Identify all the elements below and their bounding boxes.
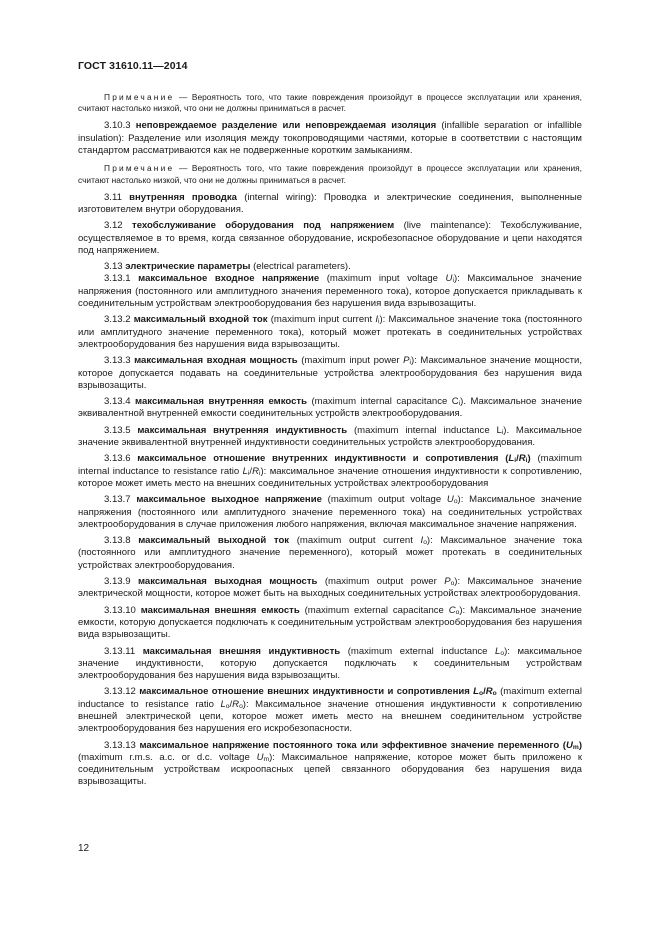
text-run: L — [220, 698, 226, 710]
text-run: i — [258, 469, 261, 477]
text-run: (maximum internal capacitance C — [306, 396, 459, 408]
text-run: ). Максимальное значение эквивалентной внутренней индуктивности соединительных устройств электрооборудования. — [78, 424, 582, 449]
text-run: i — [501, 428, 504, 436]
text-run: ): Максимальное значение электрической мощности, которое может быть на выходных соединительных устройствах электрооборудования. — [78, 576, 582, 600]
text-run: 3.10.3 — [104, 120, 136, 132]
text-run: (maximum internal inductance L — [347, 424, 502, 436]
text-run: / — [229, 698, 233, 710]
text-run: 3.13.3 — [104, 355, 135, 367]
text-run: — Вероятность того, что такие повреждения произойдут в процессе эксплуатации или хранения, считают настолько низкой, что они не должны приниматься в расчет. — [78, 92, 582, 114]
text-run: ): максимальное значение индуктивности, которую допускается подключать к соединительным устройствам электрооборудования без нарушения вида взрывозащиты. — [78, 645, 583, 682]
text-run: 3.13.8 — [104, 535, 139, 547]
text-run: 3.13.6 — [104, 453, 138, 465]
document-code-header: ГОСТ 31610.11—2014 — [78, 60, 188, 72]
text-run: ): максимальное значение отношения индуктивности к сопротивлению, которое может иметь место на внешних соединительных устройствах электрооборудования — [78, 465, 582, 489]
text-run: 3.13.1 — [104, 273, 139, 285]
text-run: i — [377, 318, 380, 326]
text-run: P — [403, 355, 410, 367]
text-run: (maximum external inductance to resistance ratio — [78, 686, 582, 710]
text-run: максимальное напряжение постоянного тока или эффективное значение переменного ( — [139, 739, 566, 751]
text-run: максимальная входная мощность — [134, 355, 298, 367]
text-run: техобслуживание оборудования под напряжением — [132, 220, 395, 232]
text-run: o — [423, 539, 427, 547]
text-run: R — [252, 465, 259, 477]
text-run: P — [444, 576, 451, 588]
definition-paragraph — [78, 425, 582, 450]
text-run: o — [239, 702, 243, 710]
note-paragraph — [78, 92, 582, 114]
text-run: (infallible separation or infallible insulation): Разделение или изоляция между токопроводящими частями, которые в соответствии с настоящим стандартом рассматриваются как не подверженные коротким замыканиям. — [78, 120, 582, 156]
text-run: 3.13.4 — [104, 396, 136, 408]
text-run: Примечание — [104, 92, 175, 102]
text-run: o — [500, 649, 505, 657]
text-run: / — [249, 465, 253, 477]
text-run: 3.13.13 — [104, 739, 140, 751]
text-run: ): Максимальное значение емкости, которую допускается подключать к соединительным устройствам электрооборудования без нарушения вида взрывозащиты. — [78, 604, 582, 641]
text-run: ): Максимальное значение напряжения (постоянного или амплитудного значения переменного тока), которое допускается прикладывать к соединительным устройствам электрооборудования без нарушения вида взрывозащиты. — [78, 273, 582, 310]
text-run: (maximum internal inductance to resistance ratio — [78, 453, 583, 477]
text-run: ): Максимальное значение тока (постоянного или амплитудного значение переменного), который может протекать в соединительных устройствах электрооборудования. — [78, 535, 583, 571]
definition-paragraph — [78, 220, 582, 257]
definition-paragraph — [78, 273, 582, 310]
text-run: i — [458, 400, 461, 408]
text-run: U — [565, 739, 573, 751]
text-run: (maximum output voltage — [321, 494, 447, 506]
definition-paragraph — [78, 535, 582, 572]
definition-paragraph — [78, 120, 582, 157]
text-run: максимальная внешняя индуктивность — [142, 645, 341, 657]
definition-paragraph — [78, 646, 582, 683]
text-run: U — [446, 494, 454, 506]
text-run: / — [516, 453, 519, 465]
definition-paragraph — [78, 494, 582, 531]
text-run: L — [242, 465, 248, 477]
text-run: максимальное отношение внешних индуктивности и сопротивления — [139, 686, 474, 698]
text-run: o — [479, 690, 484, 698]
text-run: i — [247, 469, 250, 477]
text-run: Примечание — [104, 163, 175, 174]
text-run: максимальное отношение внутренних индуктивности и сопротивления ( — [137, 453, 509, 465]
text-run: максимальная выходная мощность — [137, 576, 318, 588]
text-run: ): Максимальное значение мощности, которое допускается подавать на соединительные устройства электрооборудования без нарушения вида взрывозащиты. — [78, 355, 582, 391]
text-run: (maximum external capacitance — [299, 604, 449, 616]
text-run: m — [263, 755, 270, 763]
definition-paragraph — [78, 396, 582, 421]
text-run: (live maintenance): Техобслуживание, осуществляемое в то время, когда связанное оборудование, искробезопасное оборудование и цепи находятся под напряжением. — [78, 220, 583, 256]
definition-paragraph — [78, 605, 582, 642]
text-run: 3.13.11 — [104, 645, 143, 657]
text-run: 3.12 — [104, 220, 133, 232]
text-run: L — [495, 645, 501, 657]
document-body — [78, 92, 582, 789]
text-run: i — [514, 457, 517, 465]
text-run: m — [572, 743, 579, 751]
text-run: ): Максимальное значение отношения индуктивности к сопротивлению внешней электрической цепи, которое может иметь место на внешнем соединительном устройстве электрооборудования без нарушения его искробезопасности. — [78, 698, 582, 735]
text-run: (maximum input current — [267, 314, 376, 326]
text-run: максимальный выходной ток — [138, 535, 290, 547]
text-run: i — [409, 359, 412, 367]
text-run: максимальная внутренняя емкость — [135, 396, 307, 408]
text-run: C — [448, 604, 456, 616]
text-run: / — [483, 686, 486, 698]
text-run: неповреждаемое разделение или неповреждаемая изоляция — [135, 120, 437, 132]
text-run: ): Максимальное значение тока (постоянного или амплитудного значение переменного тока), который может протекать в соединительных устройствах электрооборудования без нарушения вида взрывозащиты. — [78, 314, 583, 350]
text-run: (maximum output current — [289, 535, 421, 547]
page-number: 12 — [78, 843, 90, 854]
text-run: o — [492, 690, 497, 698]
text-run: 3.13 — [104, 261, 126, 273]
text-run: i — [525, 457, 528, 465]
definition-paragraph — [78, 261, 582, 273]
text-run: (maximum r.m.s. a.c. or d.c. voltage — [78, 751, 257, 763]
text-run: ): Максимальное значение напряжения (постоянного или амплитудного значение переменного тока) на соединительных устройствах электрооборудования в случае приложения любого напряжения, включая максимальное значение напряжения. — [78, 494, 582, 530]
definition-paragraph — [78, 740, 582, 789]
text-run: U — [256, 751, 264, 763]
text-run: (maximum external inductance — [340, 645, 496, 657]
text-run: R — [485, 686, 493, 698]
text-run: U — [445, 273, 453, 285]
definition-paragraph — [78, 686, 582, 735]
definition-paragraph — [78, 192, 582, 217]
text-run: максимальная внешняя емкость — [140, 604, 300, 616]
text-run: 3.13.12 — [104, 686, 140, 698]
text-run: L — [508, 453, 515, 465]
text-run: максимальная внутренняя индуктивность — [137, 424, 348, 436]
text-run: (electrical parameters). — [250, 261, 351, 273]
definition-paragraph — [78, 355, 582, 392]
text-run: I — [375, 314, 378, 326]
text-run: ). Максимальное значение эквивалентной внутренней емкости соединительных устройств электрооборудования. — [78, 396, 582, 420]
text-run: 3.11 — [104, 191, 130, 203]
text-run: 3.13.7 — [104, 494, 137, 506]
text-run: i — [452, 277, 454, 285]
text-run: 3.13.2 — [104, 314, 134, 326]
text-run: R — [518, 453, 526, 465]
text-run: максимальное входное напряжение — [138, 273, 320, 285]
text-run: L — [473, 686, 479, 698]
text-run: (maximum input voltage — [319, 273, 446, 285]
text-run: o — [225, 702, 230, 710]
text-run: ) — [527, 453, 531, 465]
text-run: (maximum input power — [297, 355, 404, 367]
text-run: электрические параметры — [125, 261, 251, 273]
text-run: ) — [578, 739, 582, 751]
text-run: o — [455, 608, 460, 616]
text-run: (maximum output power — [317, 576, 445, 588]
text-run: I — [420, 535, 424, 547]
text-run: максимальный входной ток — [133, 314, 268, 326]
text-run: o — [450, 580, 455, 588]
text-run: максимальное выходное напряжение — [136, 494, 322, 506]
text-run: 3.13.9 — [104, 576, 138, 588]
text-run: (internal wiring): Проводка и электрические соединения, выполненные изготовителем внутри оборудования. — [78, 191, 583, 215]
text-run: ): Максимальное напряжение, которое может быть приложено к соединительным устройствам искроопасных цепей связанного оборудования без нарушения вида взрывозащиты. — [78, 751, 582, 788]
text-run: внутренняя проводка — [129, 191, 237, 203]
definition-paragraph — [78, 314, 582, 351]
definition-paragraph — [78, 576, 582, 601]
note-paragraph — [78, 163, 582, 185]
text-run: R — [232, 698, 240, 710]
text-run: o — [453, 498, 458, 506]
text-run: — Вероятность того, что такие повреждения произойдут в процессе эксплуатации или хранения, считают настолько низкой, что они не должны приниматься в расчет. — [78, 163, 582, 185]
text-run: 3.13.10 — [104, 604, 141, 616]
text-run: 3.13.5 — [104, 424, 138, 436]
definition-paragraph — [78, 453, 582, 490]
